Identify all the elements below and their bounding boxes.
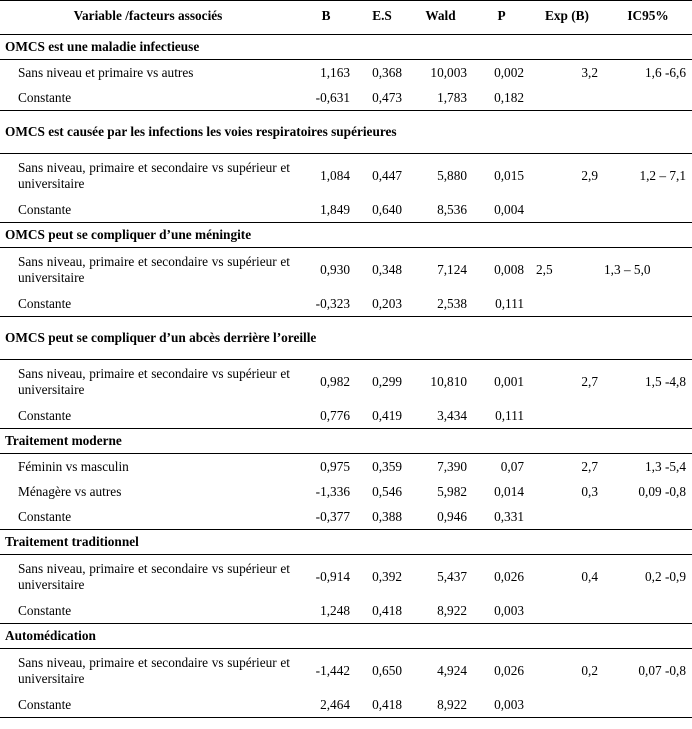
table-row	[0, 85, 692, 111]
row-label: Sans niveau, primaire et secondaire vs supérieur et universitaire	[18, 253, 290, 285]
cell-p: 0,003	[473, 692, 530, 718]
cell-expb	[530, 504, 604, 530]
cell-b: 2,464	[296, 692, 356, 718]
cell-wald: 0,946	[408, 504, 473, 530]
row-label: Sans niveau, primaire et secondaire vs supérieur et universitaire	[18, 159, 290, 191]
table-row	[0, 479, 692, 504]
table-header-row	[0, 1, 692, 35]
cell-p: 0,331	[473, 504, 530, 530]
cell-wald: 10,810	[430, 373, 467, 389]
cell-es: 0,473	[356, 85, 408, 111]
cell-p: 0,182	[473, 85, 530, 111]
section-title: OMCS peut se compliquer d’un abcès derrière l’oreille	[0, 317, 692, 360]
section-header-row	[0, 223, 692, 248]
table-row	[0, 360, 692, 404]
row-label: Constante	[0, 85, 296, 111]
cell-ic: 1,5 -4,8	[645, 373, 686, 389]
section-header-row	[0, 530, 692, 555]
table-row	[0, 598, 692, 624]
row-label: Constante	[0, 504, 296, 530]
header-wald: Wald	[408, 1, 473, 35]
section-title: OMCS est une maladie infectieuse	[0, 35, 692, 60]
section-header-row	[0, 35, 692, 60]
cell-es: 0,546	[372, 483, 402, 499]
cell-b: -0,323	[296, 291, 356, 317]
cell-b: -0,914	[315, 568, 350, 584]
cell-p: 0,026	[494, 662, 524, 678]
table-row	[0, 692, 692, 718]
cell-b: 1,084	[320, 167, 350, 183]
cell-wald: 5,982	[437, 483, 467, 499]
cell-p: 0,026	[494, 568, 524, 584]
table-row	[0, 649, 692, 693]
cell-p: 0,07	[500, 458, 524, 474]
cell-ic: 0,09 -0,8	[638, 483, 686, 499]
cell-p: 0,111	[473, 403, 530, 429]
cell-b: 1,248	[296, 598, 356, 624]
cell-wald: 5,880	[437, 167, 467, 183]
cell-b: 0,930	[320, 261, 350, 277]
cell-es: 0,650	[372, 662, 402, 678]
cell-es: 0,368	[372, 64, 402, 80]
cell-b: 0,975	[320, 458, 350, 474]
section-header-row	[0, 624, 692, 649]
table-row	[0, 248, 692, 292]
row-label: Constante	[0, 403, 296, 429]
cell-es: 0,392	[372, 568, 402, 584]
row-label: Constante	[0, 291, 296, 317]
cell-p: 0,008	[494, 261, 524, 277]
cell-expb	[530, 403, 604, 429]
cell-ic: 1,6 -6,6	[645, 64, 686, 80]
table-body	[0, 35, 692, 718]
cell-wald: 7,124	[437, 261, 467, 277]
header-p: P	[473, 1, 530, 35]
cell-b: 1,849	[296, 197, 356, 223]
row-label: Constante	[0, 598, 296, 624]
table-row	[0, 454, 692, 480]
cell-es: 0,299	[372, 373, 402, 389]
cell-ic	[604, 85, 692, 111]
section-title: Traitement traditionnel	[0, 530, 692, 555]
section-header-row	[0, 317, 692, 360]
cell-ic: 1,2 – 7,1	[639, 167, 686, 183]
cell-expb	[530, 692, 604, 718]
table-row	[0, 60, 692, 86]
cell-es: 0,388	[356, 504, 408, 530]
header-expb: Exp (B)	[530, 1, 604, 35]
cell-expb	[530, 598, 604, 624]
cell-p: 0,015	[494, 167, 524, 183]
table-row	[0, 555, 692, 599]
section-header-row	[0, 429, 692, 454]
cell-wald: 8,922	[408, 692, 473, 718]
cell-p: 0,003	[473, 598, 530, 624]
row-label: Féminin vs masculin	[18, 458, 129, 474]
cell-ic	[604, 403, 692, 429]
cell-expb	[530, 291, 604, 317]
cell-p: 0,004	[473, 197, 530, 223]
cell-wald: 4,924	[437, 662, 467, 678]
row-label: Sans niveau, primaire et secondaire vs supérieur et universitaire	[18, 560, 290, 592]
table-row	[0, 504, 692, 530]
cell-expb: 0,4	[581, 568, 598, 584]
table-row	[0, 403, 692, 429]
cell-expb: 2,5	[536, 261, 553, 277]
cell-expb: 0,2	[581, 662, 598, 678]
cell-wald: 7,390	[437, 458, 467, 474]
cell-ic	[604, 197, 692, 223]
cell-ic	[604, 504, 692, 530]
cell-b: -0,631	[296, 85, 356, 111]
header-variable: Variable /facteurs associés	[0, 1, 296, 35]
section-title: Traitement moderne	[0, 429, 692, 454]
cell-es: 0,359	[372, 458, 402, 474]
header-b: B	[296, 1, 356, 35]
row-label: Sans niveau et primaire vs autres	[18, 64, 194, 80]
cell-b: 1,163	[320, 64, 350, 80]
header-ic: IC95%	[604, 1, 692, 35]
cell-ic: 0,07 -0,8	[638, 662, 686, 678]
row-label: Sans niveau, primaire et secondaire vs supérieur et universitaire	[18, 654, 290, 686]
cell-es: 0,348	[372, 261, 402, 277]
row-label: Constante	[0, 197, 296, 223]
cell-p: 0,111	[473, 291, 530, 317]
cell-expb: 3,2	[581, 64, 598, 80]
cell-ic	[604, 692, 692, 718]
cell-ic: 0,2 -0,9	[645, 568, 686, 584]
cell-expb	[530, 197, 604, 223]
cell-es: 0,418	[356, 598, 408, 624]
cell-b: 0,982	[320, 373, 350, 389]
cell-b: -1,442	[315, 662, 350, 678]
row-label: Constante	[0, 692, 296, 718]
cell-wald: 1,783	[408, 85, 473, 111]
row-label: Ménagère vs autres	[18, 483, 122, 499]
cell-wald: 8,922	[408, 598, 473, 624]
cell-ic: 1,3 -5,4	[645, 458, 686, 474]
cell-expb: 2,9	[581, 167, 598, 183]
table-row	[0, 291, 692, 317]
cell-wald: 3,434	[408, 403, 473, 429]
cell-expb: 0,3	[581, 483, 598, 499]
cell-ic	[604, 598, 692, 624]
cell-p: 0,001	[494, 373, 524, 389]
cell-b: -1,336	[315, 483, 350, 499]
cell-expb	[530, 85, 604, 111]
cell-es: 0,447	[372, 167, 402, 183]
cell-p: 0,014	[494, 483, 524, 499]
cell-expb: 2,7	[581, 373, 598, 389]
cell-b: 0,776	[296, 403, 356, 429]
row-label: Sans niveau, primaire et secondaire vs supérieur et universitaire	[18, 365, 290, 397]
cell-es: 0,419	[356, 403, 408, 429]
header-es: E.S	[356, 1, 408, 35]
cell-es: 0,418	[356, 692, 408, 718]
section-header-row	[0, 111, 692, 154]
table-row	[0, 197, 692, 223]
section-title: OMCS est causée par les infections les voies respiratoires supérieures	[0, 111, 692, 154]
cell-es: 0,640	[356, 197, 408, 223]
cell-wald: 5,437	[437, 568, 467, 584]
cell-ic: 1,3 – 5,0	[604, 261, 651, 277]
cell-expb: 2,7	[581, 458, 598, 474]
cell-es: 0,203	[356, 291, 408, 317]
section-title: Automédication	[0, 624, 692, 649]
section-title: OMCS peut se compliquer d’une méningite	[0, 223, 692, 248]
table-row	[0, 154, 692, 198]
cell-wald: 2,538	[408, 291, 473, 317]
cell-p: 0,002	[494, 64, 524, 80]
cell-b: -0,377	[296, 504, 356, 530]
cell-wald: 8,536	[408, 197, 473, 223]
cell-ic	[604, 291, 692, 317]
cell-wald: 10,003	[430, 64, 467, 80]
